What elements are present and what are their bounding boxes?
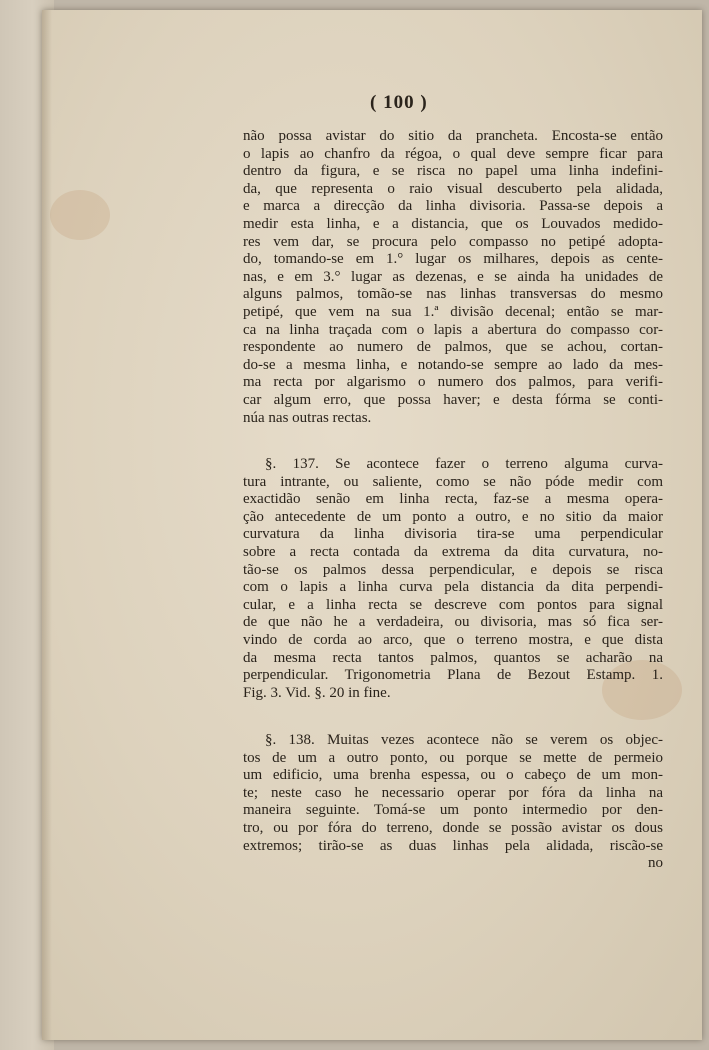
text-line: um edificio, uma brenha espessa, ou o cabeço de um mon- (243, 767, 663, 784)
text-line: perpendicular. Trigonometria Plana de Bezout Estamp. 1. (243, 667, 663, 684)
paragraph-138 (243, 732, 663, 873)
text-line: dentro da figura, e se risca no papel uma linha indefini- (243, 163, 663, 180)
text-line: da mesma recta tantos palmos, quantos se acharão na (243, 649, 663, 666)
paragraph-1 (243, 128, 663, 427)
text-line: núa nas outras rectas. (243, 409, 372, 426)
paper-stain (50, 190, 110, 240)
text-line: extremos; tirão-se as duas linhas pela alidada, riscão-se (243, 837, 663, 854)
text-line: tos de um a outro ponto, ou porque se mette de permeio (243, 749, 663, 766)
page-gutter-shadow (42, 10, 52, 1040)
text-line: de que não he a verdadeira, ou divisoria, mas só fica ser- (243, 614, 663, 631)
text-line: respondente ao numero de palmos, que se achou, cortan- (243, 339, 663, 356)
text-line: ção antecedente de um ponto a outro, e no sitio da maior (243, 508, 663, 525)
text-line: te; neste caso he necessario operar por fóra da linha na (243, 784, 663, 801)
text-line: ca na linha traçada com o lapis a abertura do compasso cor- (243, 321, 663, 338)
text-line: alguns palmos, tomão-se nas linhas transversas do mesmo (243, 286, 663, 303)
text-line: e marca a direcção da linha divisoria. Passa-se depois a (243, 198, 663, 215)
text-line: do, tomando-se em 1.° lugar os milhares, depois as cente- (243, 251, 663, 268)
page-number: ( 100 ) (370, 92, 428, 113)
text-line: maneira seguinte. Tomá-se um ponto intermedio por den- (243, 802, 663, 819)
catchword: no (648, 855, 663, 872)
text-line: sobre a recta contada da extrema da dita curvatura, no- (243, 543, 663, 560)
text-line: res vem dar, se procura pelo compasso no petipé adopta- (243, 233, 663, 250)
text-line: ma recta por algarismo o numero dos palmos, para verifi- (243, 374, 663, 391)
text-line: tro, ou por fóra do terreno, donde se possão avistar os dous (243, 819, 663, 836)
text-line: do-se a mesma linha, e notando-se sempre ao lado da mes- (243, 356, 663, 373)
text-line: com o lapis a linha curva pela distancia da dita perpendi- (243, 579, 663, 596)
text-line: curvatura da linha divisoria tira-se uma perpendicular (243, 526, 663, 543)
text-line: vindo de corda ao arco, que o terreno mostra, e que dista (243, 631, 663, 648)
text-line: petipé, que vem na sua 1.ª divisão decenal; então se mar- (243, 303, 663, 320)
text-line: medir esta linha, e a distancia, que os Louvados medido- (243, 215, 663, 232)
text-line: car algum erro, que possa haver; e desta fórma se conti- (243, 391, 663, 408)
text-line: §. 137. Se acontece fazer o terreno alguma curva- (265, 456, 663, 472)
paragraph-137 (243, 456, 663, 702)
text-line: exactidão senão em linha recta, faz-se a mesma opera- (243, 491, 663, 508)
text-line: Fig. 3. Vid. §. 20 in fine. (243, 684, 391, 701)
text-line: não possa avistar do sitio da prancheta. Encosta-se então (243, 128, 663, 144)
text-line: nas, e em 3.° lugar as dezenas, e se ainda ha unidades de (243, 268, 663, 285)
text-line: cular, e a linha recta se descreve com pontos para signal (243, 596, 663, 613)
text-line: §. 138. Muitas vezes acontece não se verem os objec- (265, 732, 663, 748)
text-line: o lapis ao chanfro da régoa, o qual deve sempre ficar para (243, 145, 663, 162)
text-line: tura intrante, ou saliente, como se não póde medir com (243, 473, 663, 490)
text-line: tão-se os palmos dessa perpendicular, e depois se risca (243, 561, 663, 578)
text-line: da, que representa o raio visual descuberto pela alidada, (243, 180, 663, 197)
